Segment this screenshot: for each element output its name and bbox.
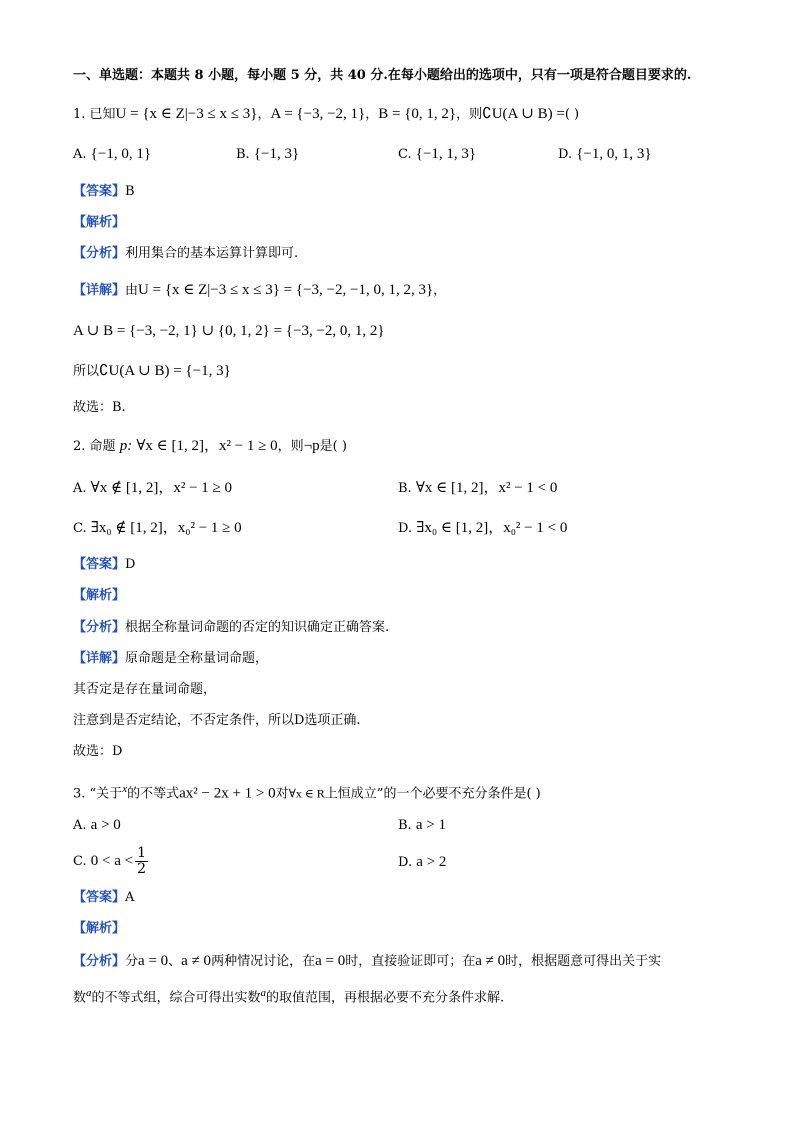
q1-sep-1: ，: [257, 107, 271, 122]
section-header: 一、单选题：本题共 8 小题，每小题 5 分，共 40 分.在每小题给出的选项中，只有一项是符合题目要求的.: [73, 68, 692, 83]
option-value: {−1, 0, 1, 3}: [576, 146, 652, 162]
q3-option-b: [398, 815, 446, 836]
q1-analysis: [73, 213, 125, 233]
option-letter: C.: [73, 854, 87, 869]
q3-stem-d: 上恒成立”的一个必要不充分条件是: [324, 786, 527, 802]
option-letter: C.: [73, 521, 87, 536]
q1-option-d: [558, 144, 652, 165]
fenxi-label: 【分析】: [73, 620, 126, 635]
q1-paren: ( ): [564, 107, 580, 122]
line2-var-2: a: [260, 987, 267, 999]
q3-option-a: [73, 815, 121, 836]
line2-b: 的不等式组，综合可得出实数: [91, 990, 261, 1006]
fenxi-label: 【分析】: [73, 246, 126, 261]
detail-expr-1: U = {x ∈ Z|−3 ≤ x ≤ 3} = {−3, −2, −1, 0, 1, 2, 3}: [138, 282, 434, 298]
line2-a: 数: [73, 990, 87, 1006]
detail-sep: ，: [433, 283, 447, 298]
option-letter: C.: [398, 147, 412, 162]
line2-c: 的取值范围，再根据必要不充分条件求解.: [266, 990, 505, 1006]
q1-detail: [73, 280, 446, 301]
q1-fenxi: [73, 244, 298, 264]
fenxi-a: 分: [125, 954, 139, 969]
option-letter: B.: [398, 818, 412, 833]
fenxi-label: 【分析】: [73, 954, 126, 969]
fenxi-text: 利用集合的基本运算计算即可.: [125, 246, 299, 261]
option-value: 0 < a <: [90, 853, 134, 869]
q2-option-c: [73, 518, 242, 539]
line2-var: a: [86, 987, 92, 999]
q2-choice: 故选：D: [73, 744, 123, 759]
option-letter: B.: [398, 481, 412, 496]
q1-set-b: B = {0, 1, 2}: [378, 106, 457, 122]
answer-value: B: [125, 184, 135, 199]
q2-option-b: [398, 478, 557, 499]
q1-option-a: [73, 144, 151, 165]
q2-analysis: [73, 586, 125, 606]
q1-set-a: A = {−3, −2, 1}: [270, 106, 366, 122]
option-value: ∃x₀ ∈ [1, 2]，x₀² − 1 < 0: [416, 520, 568, 536]
q3-paren: ( ): [526, 786, 541, 802]
answer-value: A: [125, 890, 135, 905]
q2-paren: ( ): [332, 439, 347, 454]
q3-stem-ineq: ax² − 2x + 1 > 0: [179, 785, 276, 802]
option-letter: B.: [236, 147, 250, 162]
q2-answer: [73, 555, 135, 575]
fraction: [135, 846, 148, 877]
detail-label: 【详解】: [73, 283, 126, 298]
fenxi-b: 、: [168, 954, 182, 969]
option-value: {−1, 0, 1}: [90, 146, 152, 162]
fenxi-a0: a = 0: [138, 953, 169, 969]
q3-stem-forall: ∀x ∈ R: [288, 786, 325, 801]
detail-label: 【详解】: [73, 651, 126, 666]
detail-text-1: 原命题是全称量词命题，: [125, 651, 269, 666]
q2-stem-then: ，则: [277, 439, 304, 454]
conclusion-expr: ∁U(A ∪ B) = {−1, 3}: [99, 363, 231, 379]
fenxi-a0-2: a = 0: [315, 953, 346, 969]
q1-stem-then: ，则: [456, 107, 483, 122]
option-letter: A.: [73, 147, 87, 162]
option-value: {−1, 1, 3}: [415, 146, 477, 162]
fenxi-d: 时，直接验证即可；在: [345, 954, 476, 969]
q2-option-a: [73, 478, 232, 499]
q1-sep-2: ，: [365, 107, 379, 122]
q3-fenxi-line2: [73, 983, 504, 1008]
option-letter: D.: [398, 855, 413, 870]
option-value: ∀x ∉ [1, 2]，x² − 1 ≥ 0: [90, 480, 233, 496]
fraction-numerator: 1: [137, 845, 147, 861]
q3-stem-b: 的不等式: [127, 786, 180, 802]
q1-conclusion: [73, 361, 231, 382]
q3-option-c: [73, 846, 148, 877]
q3-stem-x: x: [122, 783, 128, 795]
q1-set-u: U = {x ∈ Z|−3 ≤ x ≤ 3}: [115, 106, 258, 122]
option-value: a > 2: [416, 854, 447, 870]
answer-value: D: [125, 557, 136, 572]
q2-stem-neg: ¬p: [303, 438, 320, 454]
q3-fenxi: [73, 951, 661, 972]
q2-stem-p: p:: [119, 438, 133, 454]
q2-stem-end: 是: [319, 439, 333, 454]
option-letter: D.: [558, 147, 573, 162]
option-value: a > 1: [415, 817, 446, 833]
q3-option-d: [398, 852, 446, 873]
q1-choice: 故选：B.: [73, 400, 126, 415]
option-letter: A.: [73, 481, 87, 496]
option-value: ∀x ∈ [1, 2]，x² − 1 < 0: [415, 480, 558, 496]
q3-stem-c: 对: [275, 786, 289, 802]
option-value: a > 0: [90, 817, 121, 833]
option-value: {−1, 3}: [253, 146, 300, 162]
conclusion-prefix: 所以: [73, 364, 100, 379]
analysis-label: 【解析】: [73, 588, 126, 603]
q2-detail-3: 注意到是否定结论，不否定条件，所以D选项正确.: [73, 713, 361, 728]
q1-option-b: [236, 144, 299, 165]
answer-label: 【答案】: [73, 184, 126, 199]
fraction-denominator: 2: [137, 861, 147, 877]
q1-detail-union: [73, 321, 385, 342]
q3-stem: [73, 779, 541, 804]
detail-expr-2: A ∪ B = {−3, −2, 1} ∪ {0, 1, 2} = {−3, −2, 0, 1, 2}: [73, 323, 385, 339]
q2-detail: [73, 649, 268, 669]
analysis-label: 【解析】: [73, 921, 126, 936]
q2-detail-2: 其否定是存在量词命题，: [73, 682, 217, 697]
q1-complement: ∁U(A ∪ B) =: [482, 106, 565, 122]
q1-stem: [73, 104, 579, 125]
q3-analysis: [73, 919, 125, 939]
q3-answer: [73, 888, 134, 908]
q2-stem-expr: ∀x ∈ [1, 2]，x² − 1 ≥ 0: [136, 438, 278, 454]
q2-stem-prefix: 2. 命题: [73, 439, 116, 454]
answer-label: 【答案】: [73, 890, 126, 905]
q3-stem-a: 3. “关于: [73, 786, 123, 802]
fenxi-ane0-2: a ≠ 0: [475, 953, 506, 969]
q1-option-c: [398, 144, 476, 165]
fenxi-ane0: a ≠ 0: [181, 953, 212, 969]
q1-stem-prefix: 1. 已知: [73, 107, 116, 122]
fenxi-e: 时，根据题意可得出关于实: [505, 954, 662, 969]
fenxi-text: 根据全称量词命题的否定的知识确定正确答案.: [125, 620, 390, 635]
q1-answer: [73, 182, 135, 202]
option-letter: D.: [398, 521, 413, 536]
analysis-label: 【解析】: [73, 215, 126, 230]
q2-stem: [73, 436, 347, 457]
option-value: ∃x₀ ∉ [1, 2]，x₀² − 1 ≥ 0: [90, 520, 242, 536]
option-letter: A.: [73, 818, 87, 833]
q2-fenxi: [73, 618, 389, 638]
q2-option-d: [398, 518, 567, 539]
answer-label: 【答案】: [73, 557, 126, 572]
detail-prefix: 由: [125, 283, 139, 298]
fenxi-c: 两种情况讨论，在: [211, 954, 316, 969]
